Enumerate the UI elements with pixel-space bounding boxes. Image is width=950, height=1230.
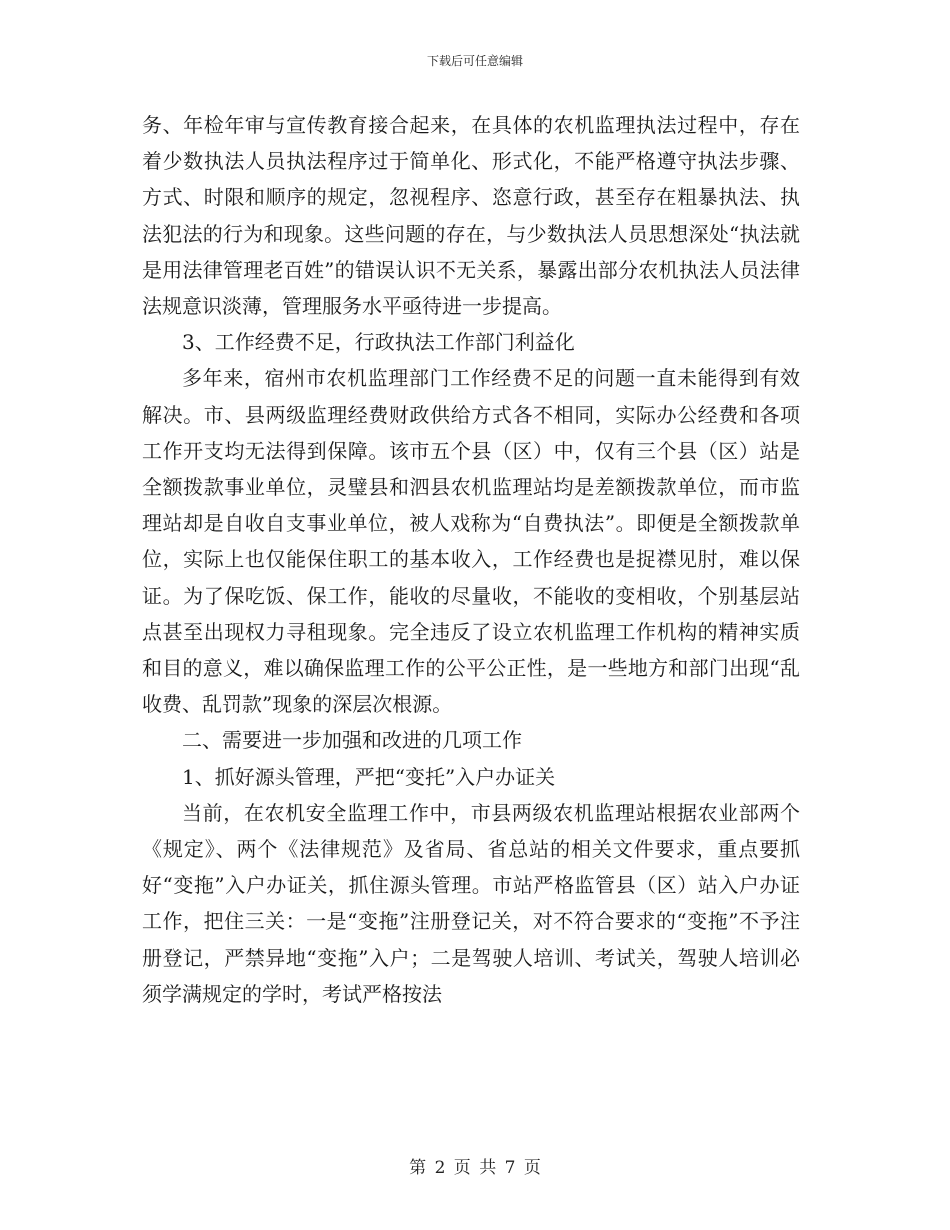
subheading-funding: 3、工作经费不足，行政执法工作部门利益化 [182, 330, 575, 355]
paragraph-funding: 多年来，宿州市农机监理部门工作经费不足的问题一直未能得到有效解决。市、县两级监理经费财政供给方式各不相同，实际办公经费和各项工作开支均无法得到保障。该市五个县（区）中，仅有三个县（区）站是全额拨款事业单位，灵璧县和泗县农机监理站均是差额拨款单位，而市监理站却是自收自支事业单位，被人戏称为“自费执法”。即便是全额拨款单位，实际上也仅能保住职工的基本收入，工作经费也是捉襟见肘，难以保证。为了保吃饭、保工作，能收的尽量收，不能收的变相收，个别基层站点甚至出现权力寻租现象。完全违反了设立农机监理工作机构的精神实质和目的意义，难以确保监理工作的公平公正性，是一些地方和部门出现“乱收费、乱罚款”现象的深层次根源。 [142, 366, 800, 717]
paragraph-continuation: 务、年检年审与宣传教育接合起来，在具体的农机监理执法过程中，存在着少数执法人员执法程序过于简单化、形式化，不能严格遵守执法步骤、方式、时限和顺序的规定，忽视程序、恣意行政，甚至存在粗暴执法、执法犯法的行为和现象。这些问题的存在，与少数执法人员思想深处“执法就是用法律管理老百姓”的错误认识不无关系，暴露出部分农机执法人员法律法规意识淡薄，管理服务水平亟待进一步提高。 [142, 113, 800, 319]
paragraph-source-management: 当前，在农机安全监理工作中，市县两级农机监理站根据农业部两个《规定》、两个《法律规范》及省局、省总站的相关文件要求，重点要抓好“变拖”入户办证关，抓住源头管理。市站严格监管县（区）站入户办证工作，把住三关：一是“变拖”注册登记关，对不符合要求的“变拖”不予注册登记，严禁异地“变拖”入户；二是驾驶人培训、考试关，驾驶人培训必须学满规定的学时，考试严格按法 [142, 800, 800, 1006]
section-heading-improvements: 二、需要进一步加强和改进的几项工作 [182, 728, 522, 753]
document-body [142, 107, 800, 1012]
page-header: 下载后可任意编辑 [426, 54, 523, 68]
page-footer: 第 2 页 共 7 页 [409, 1158, 541, 1178]
subheading-source-management: 1、抓好源头管理，严把“变托”入户办证关 [182, 764, 556, 789]
